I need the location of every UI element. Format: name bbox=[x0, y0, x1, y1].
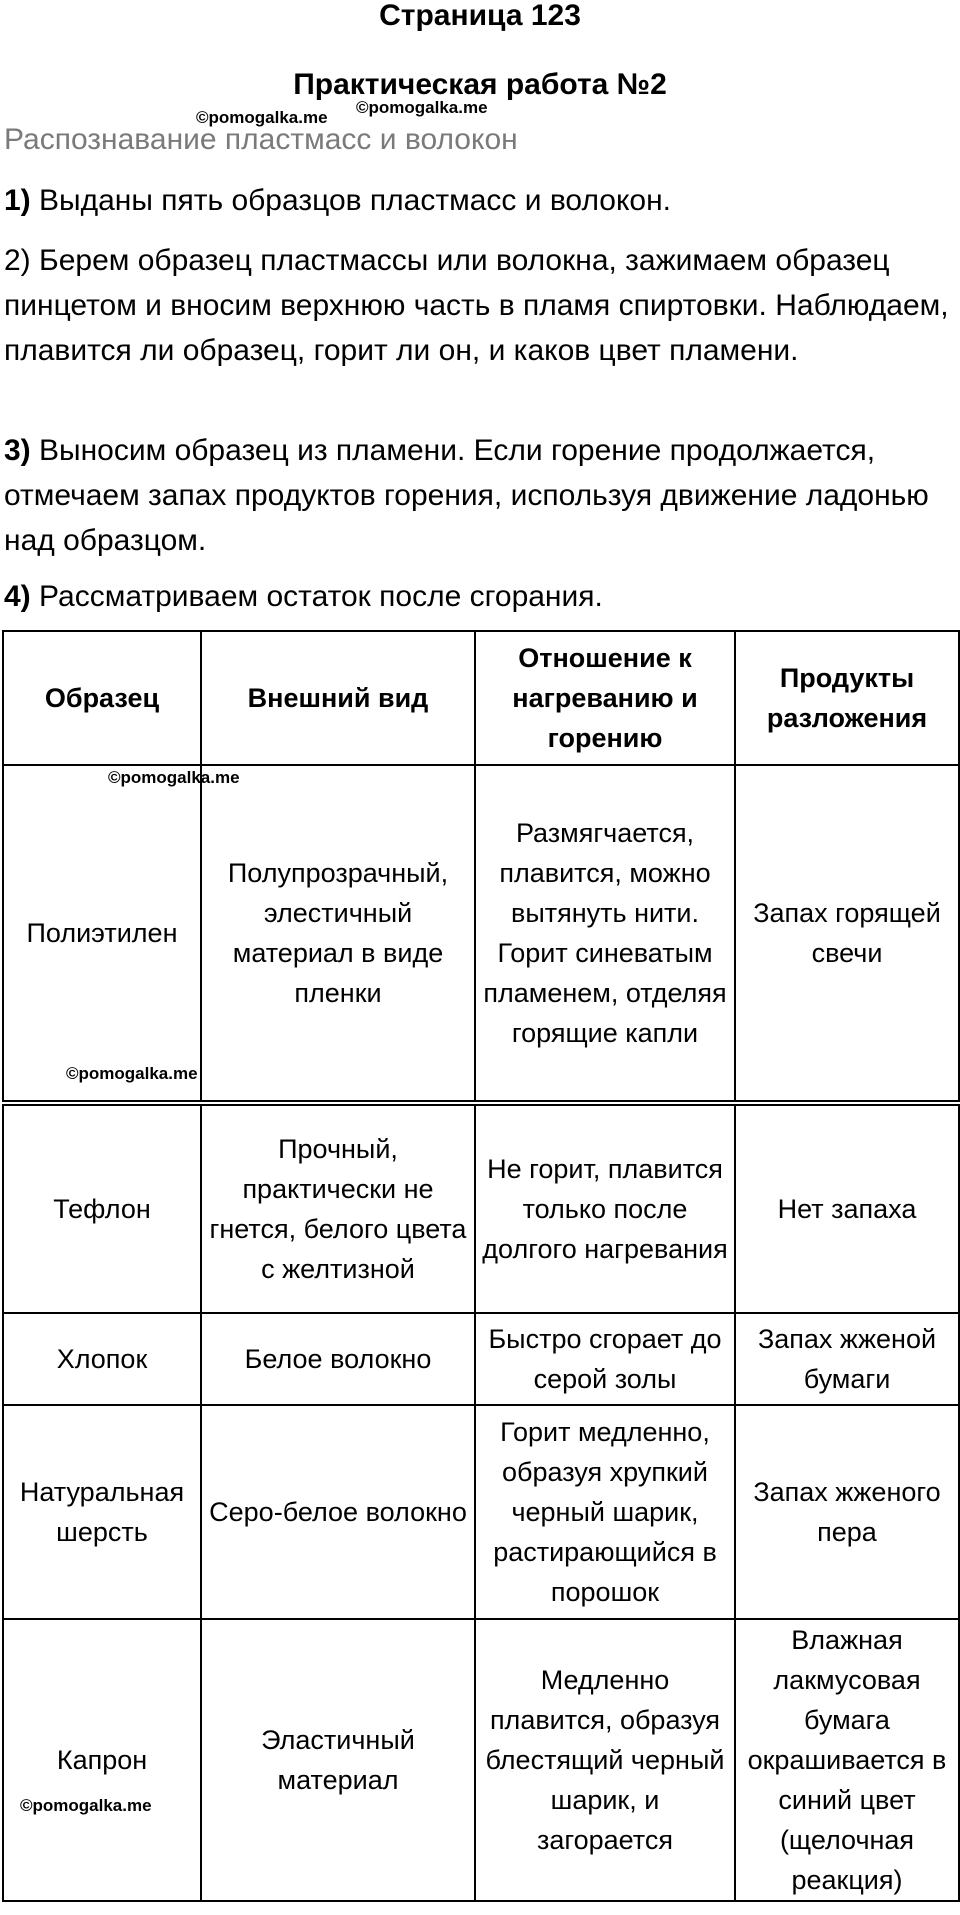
table-cell: Запах горящей свечи bbox=[735, 765, 959, 1103]
table-cell: Полупрозрачный, элестичный материал в виде пленки bbox=[201, 765, 475, 1103]
column-header: Продукты разложения bbox=[735, 631, 959, 765]
watermark: ©pomogalka.me bbox=[196, 108, 328, 127]
table-cell: Горит медленно, образуя хрупкий черный шарик, растирающийся в порошок bbox=[475, 1405, 735, 1619]
table-cell: Белое волокно bbox=[201, 1313, 475, 1405]
table-cell: Капрон bbox=[3, 1619, 201, 1901]
table-row bbox=[3, 1619, 959, 1901]
table-cell: Серо-белое волокно bbox=[201, 1405, 475, 1619]
step-text: Выносим образец из пламени. Если горение продолжается, отмечаем запах продуктов горения, используя движение ладонью над образцом. bbox=[4, 434, 929, 557]
table-cell: Нет запаха bbox=[735, 1103, 959, 1313]
table-header-row bbox=[3, 631, 959, 765]
work-title: Практическая работа №2 bbox=[293, 68, 667, 101]
table-row bbox=[3, 1313, 959, 1405]
table-cell: Хлопок bbox=[3, 1313, 201, 1405]
table-cell: Эластичный материал bbox=[201, 1619, 475, 1901]
table-row bbox=[3, 1405, 959, 1619]
table-cell: Быстро сгорает до серой золы bbox=[475, 1313, 735, 1405]
column-header: Образец bbox=[3, 631, 201, 765]
step-text: Рассматриваем остаток после сгорания. bbox=[30, 580, 603, 613]
table-cell: Не горит, плавится только после долгого нагревания bbox=[475, 1103, 735, 1313]
results-table bbox=[2, 630, 960, 1902]
table-cell: Запах жженой бумаги bbox=[735, 1313, 959, 1405]
table-cell: Запах жженого пера bbox=[735, 1405, 959, 1619]
column-header: Отношение к нагреванию и горению bbox=[475, 631, 735, 765]
step-number: 1) bbox=[4, 184, 31, 217]
table-row bbox=[3, 1103, 959, 1313]
table-cell: Размягчается, плавится, можно вытянуть нити. Горит синеватым пламенем, отделяя горящие капли bbox=[475, 765, 735, 1103]
step-number: 3) bbox=[4, 434, 31, 467]
step-text: 2) Берем образец пластмассы или волокна, зажимаем образец пинцетом и вносим верхнюю часть в пламя спиртовки. Наблюдаем, плавится ли образец, горит ли он, и каков цвет пламени. bbox=[4, 244, 949, 367]
subtitle: Распознавание пластмасс и волокон bbox=[4, 123, 518, 156]
table-cell: Влажная лакмусовая бумага окрашивается в синий цвет (щелочная реакция) bbox=[735, 1619, 959, 1901]
step-2 bbox=[4, 238, 954, 373]
table-cell: Полиэтилен bbox=[3, 765, 201, 1103]
column-header: Внешний вид bbox=[201, 631, 475, 765]
table-row bbox=[3, 765, 959, 1103]
watermark: ©pomogalka.me bbox=[66, 1064, 198, 1083]
table-cell: Прочный, практически не гнется, белого цвета с желтизной bbox=[201, 1103, 475, 1313]
step-1 bbox=[4, 178, 954, 223]
step-4 bbox=[4, 574, 954, 619]
step-text: Выданы пять образцов пластмасс и волокон. bbox=[30, 184, 672, 217]
table-cell: Тефлон bbox=[3, 1103, 201, 1313]
page-title: Страница 123 bbox=[379, 0, 581, 32]
step-number: 4) bbox=[4, 580, 31, 613]
table-cell: Натуральная шерсть bbox=[3, 1405, 201, 1619]
table-cell: Медленно плавится, образуя блестящий черный шарик, и загорается bbox=[475, 1619, 735, 1901]
watermark: ©pomogalka.me bbox=[108, 768, 240, 787]
watermark: ©pomogalka.me bbox=[356, 98, 488, 117]
watermark: ©pomogalka.me bbox=[20, 1796, 152, 1815]
step-3 bbox=[4, 428, 954, 563]
